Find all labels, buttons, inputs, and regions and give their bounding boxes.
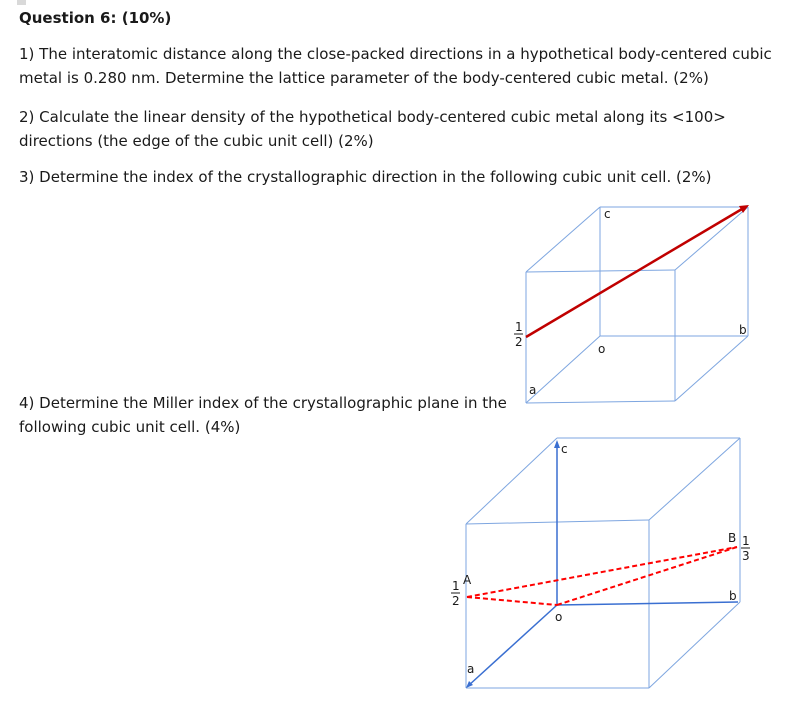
fig2-fraction-half <box>451 579 460 608</box>
fig2-axis-b-label: b <box>729 589 737 603</box>
fig2-miller-plane <box>467 547 737 605</box>
svg-text:2: 2 <box>452 594 460 608</box>
fig2-c-arrow <box>554 440 560 448</box>
direction-vector <box>526 205 749 337</box>
fig1-axis-a-label: a <box>529 383 537 397</box>
svg-text:1: 1 <box>452 579 460 593</box>
fig2-origin-label: o <box>555 610 563 624</box>
fig2-fraction-third <box>741 534 750 563</box>
fig2-axes <box>468 446 738 686</box>
fig1-axis-b-label: b <box>739 323 747 337</box>
fig2-point-A-label: A <box>463 573 472 587</box>
unit-cell-direction-figure <box>526 207 748 403</box>
fig2-point-B-label: B <box>728 531 737 545</box>
svg-text:2: 2 <box>515 335 523 349</box>
svg-text:1: 1 <box>742 534 750 548</box>
question-part-1: 1) The interatomic distance along the close-packed directions in a hypothetical body-centered cubic metal is 0.280 nm. Determine the lattice parameter of the body-centered cubic metal. (2%) <box>19 45 772 87</box>
fig1-origin-label: o <box>598 342 606 356</box>
fig1-axis-c-label: c <box>604 207 611 221</box>
question-part-2: 2) Calculate the linear density of the hypothetical body-centered cubic metal along its <100> directions (the edge of the cubic unit cell) (2%) <box>19 108 726 150</box>
fig2-axis-a-label: a <box>467 662 475 676</box>
svg-text:1: 1 <box>515 320 523 334</box>
question-part-4: 4) Determine the Miller index of the crystallographic plane in the following cubic unit cell. (4%) <box>19 394 507 436</box>
question-title: Question 6: (10%) <box>19 9 172 27</box>
question-part-3: 3) Determine the index of the crystallographic direction in the following cubic unit cell. (2%) <box>19 168 712 186</box>
fig1-fraction-half <box>514 320 523 349</box>
fig2-axis-c-label: c <box>561 442 568 456</box>
svg-text:3: 3 <box>742 549 750 563</box>
